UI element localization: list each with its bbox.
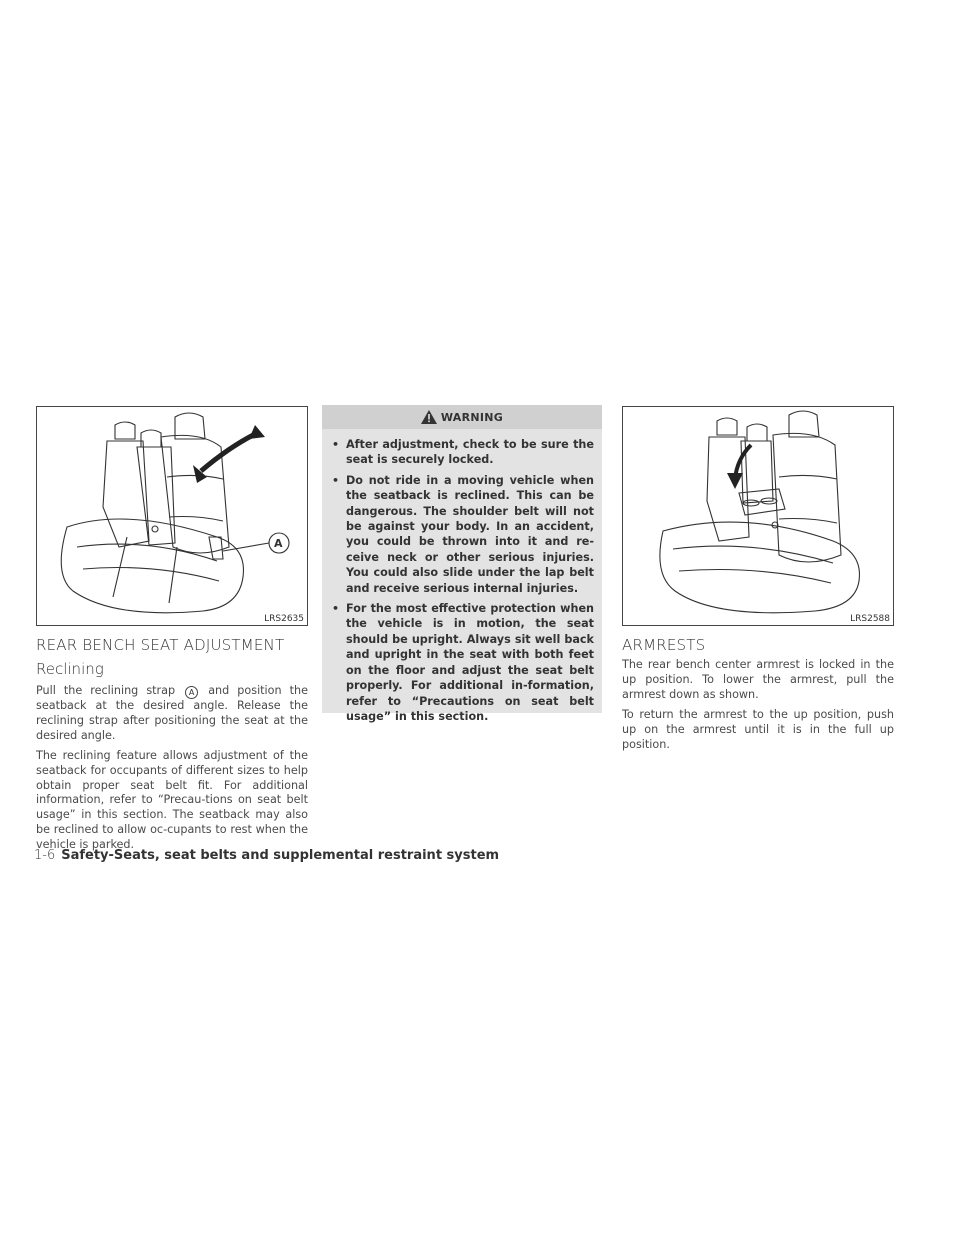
- bullet: •: [332, 473, 340, 487]
- warning-item-text: For the most effective protection when the vehicle is in motion, the seat should be upright. Always sit well back and upright in the seat with both feet on the floor and adjust the seat belt properly. For additional in-formation, refer to “Precautions on seat belt usage” in this section.: [346, 602, 594, 723]
- warning-box: [322, 405, 602, 723]
- subsection-heading: Reclining: [36, 660, 104, 678]
- para1-after: and position the seatback at the desired angle. Release the reclining strap after positioning the seat at the desired angle.: [36, 684, 309, 742]
- seat-recline-illustration: [37, 407, 307, 625]
- warning-item: [332, 473, 594, 596]
- para1-before: Pull the reclining strap: [36, 684, 176, 697]
- chapter-title: Safety-Seats, seat belts and supplemental restraint system: [61, 848, 500, 863]
- figure-reclining-seat: [36, 406, 308, 626]
- figure-code: LRS2588: [850, 614, 890, 624]
- curved-arrow-icon: [201, 433, 257, 471]
- figure-armrest: [622, 406, 894, 626]
- bullet: •: [332, 438, 340, 451]
- armrest-paragraph-2: To return the armrest to the up position, push up on the armrest until it is in the full up position.: [622, 708, 894, 751]
- section-heading: ARMRESTS: [622, 636, 706, 654]
- warning-header: [322, 405, 602, 429]
- callout-letter: A: [274, 537, 283, 550]
- bullet: •: [332, 602, 340, 616]
- warning-item: [332, 601, 594, 724]
- figure-code: LRS2635: [264, 614, 304, 624]
- page-footer: [34, 848, 499, 863]
- warning-item-text: Do not ride in a moving vehicle when the seatback is reclined. This can be dangerous. The shoulder belt will not be against your body. In an accident, you could be thrown into it and re-ceive neck or other serious injuries. You could also slide under the lap belt and receive serious internal injuries.: [346, 473, 594, 595]
- warning-item: [332, 437, 594, 468]
- armrest-illustration: [623, 407, 893, 625]
- warning-item-text: After adjustment, check to be sure the seat is securely locked.: [346, 438, 594, 467]
- reclining-paragraph-1: [36, 684, 308, 743]
- callout-marker: A: [185, 686, 198, 699]
- section-heading: REAR BENCH SEAT ADJUSTMENT: [36, 636, 285, 654]
- reclining-paragraph-2: The reclining feature allows adjustment of the seatback for occupants of different sizes to help obtain proper seat belt fit. For additional information, refer to “Precau-tions on seat belt usage” in this section. The seatback may also be reclined to allow oc-cupants to rest when the vehicle is parked.: [36, 749, 308, 851]
- armrest-paragraph-1: The rear bench center armrest is locked in the up position. To lower the armrest, pull the armrest down as shown.: [622, 658, 894, 701]
- warning-triangle-icon: [421, 410, 437, 424]
- warning-list: [322, 429, 602, 724]
- warning-title: WARNING: [440, 410, 504, 424]
- page-number: 1-6: [34, 848, 56, 863]
